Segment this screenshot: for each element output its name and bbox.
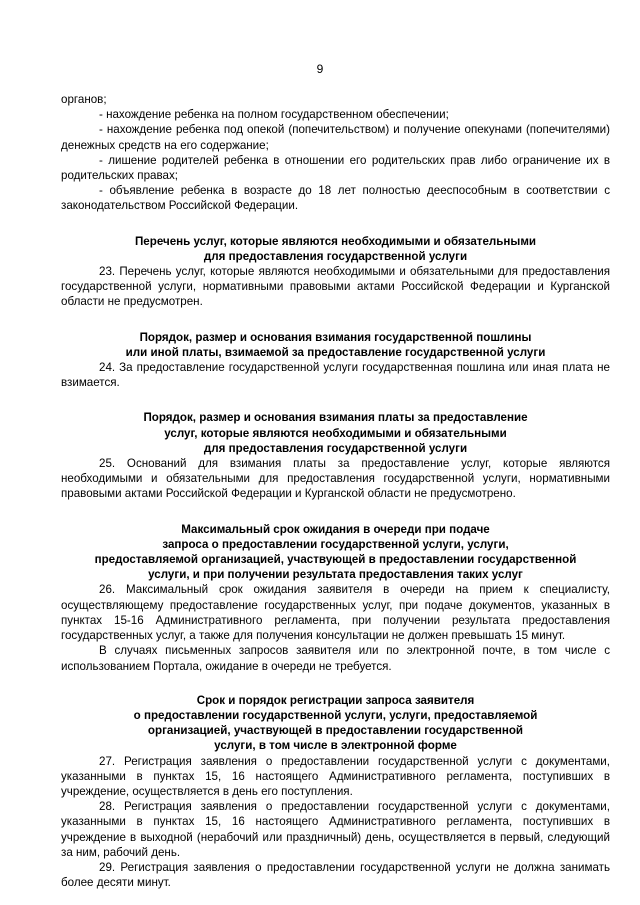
- section-25-heading-line-2: услуг, которые являются необходимыми и обязательными: [164, 426, 507, 440]
- section-25-heading-line-3: для предоставления государственной услуги: [203, 441, 468, 455]
- section-23-heading-line-1: Перечень услуг, которые являются необходимыми и обязательными: [134, 234, 537, 248]
- section-27-heading-line-3: организацией, участвующей в предоставлении государственной: [147, 724, 524, 738]
- paragraph-25: 25. Оснований для взимания платы за предоставление услуг, которые являются необходимыми и обязательными для предоставления государственной услуги, нормативными правовыми актами Российской Федерации и Курганской области не предусмотрено.: [61, 457, 610, 501]
- intro-item-2: - нахождение ребенка под опекой (попечительством) и получение опекунами (попечителями) денежных средств на его содержание;: [61, 123, 610, 152]
- section-24-heading-line-2: или иной платы, взимаемой за предоставление государственной услуги: [125, 345, 546, 359]
- paragraph-24: 24. За предоставление государственной услуги государственная пошлина или иная плата не взимается.: [61, 361, 610, 390]
- section-27-heading-line-4: услуги, в том числе в электронной форме: [214, 739, 457, 753]
- section-26-heading-line-3: предоставляемой организацией, участвующей в предоставлении государственной: [94, 553, 577, 567]
- paragraph-23: 23. Перечень услуг, которые являются необходимыми и обязательными для предоставления государственной услуги, нормативными правовыми актами Российской Федерации и Курганской области не предусмотрен.: [61, 265, 610, 309]
- paragraph-29: 29. Регистрация заявления о предоставлении государственной услуги не должна занимать более десяти минут.: [61, 860, 610, 890]
- section-26-heading-line-2: запроса о предоставлении государственной услуги, услуги,: [162, 537, 509, 551]
- section-24-heading-line-1: Порядок, размер и основания взимания государственной пошлины: [139, 330, 532, 344]
- intro-item-4: - объявление ребенка в возрасте до 18 лет полностью дееспособным в соответствии с законодательством Российской Федерации.: [61, 184, 610, 213]
- section-26-heading-line-1: Максимальный срок ожидания в очереди при подаче: [181, 522, 490, 536]
- page-body: [61, 92, 610, 890]
- intro-line-0: органов;: [61, 93, 107, 106]
- intro-item-1: - нахождение ребенка на полном государственном обеспечении;: [99, 108, 449, 122]
- section-27-heading-line-2: о предоставлении государственной услуги, услуги, предоставляемой: [133, 708, 538, 722]
- intro-item-3: - лишение родителей ребенка в отношении его родительских прав либо ограничение их в родительских правах;: [61, 153, 610, 183]
- paragraph-26: 26. Максимальный срок ожидания заявителя в очереди на прием к специалисту, осуществляющему предоставление государственных услуг, при подаче документов, указанных в пунктах 15-16 Административного регламента, при получении результата предоставления государственных услуг, а также для получения консультации не должен превышать 15 минут.: [61, 583, 610, 643]
- section-26-heading-line-4: услуги, и при получении результата предоставления таких услуг: [148, 568, 523, 582]
- page-number: 9: [316, 62, 324, 76]
- section-25-heading-line-1: Порядок, размер и основания взимания платы за предоставление: [143, 411, 528, 425]
- section-23-heading-line-2: для предоставления государственной услуги: [203, 249, 468, 263]
- paragraph-28: 28. Регистрация заявления о предоставлении государственной услуги с документами, указанными в пунктах 15, 16 настоящего Административного регламента, поступивших в учреждение в выходной (нерабочий или праздничный) день, осуществляется в первый, следующий за ним, рабочий день.: [61, 800, 610, 859]
- section-27-heading-line-1: Срок и порядок регистрации запроса заявителя: [196, 693, 475, 707]
- paragraph-26-note: В случаях письменных запросов заявителя или по электронной почте, в том числе с использованием Портала, ожидание в очереди не требуется.: [61, 644, 610, 673]
- paragraph-27: 27. Регистрация заявления о предоставлении государственной услуги с документами, указанными в пунктах 15, 16 настоящего Административного регламента, поступивших в учреждение, осуществляется в день его поступления.: [61, 754, 610, 798]
